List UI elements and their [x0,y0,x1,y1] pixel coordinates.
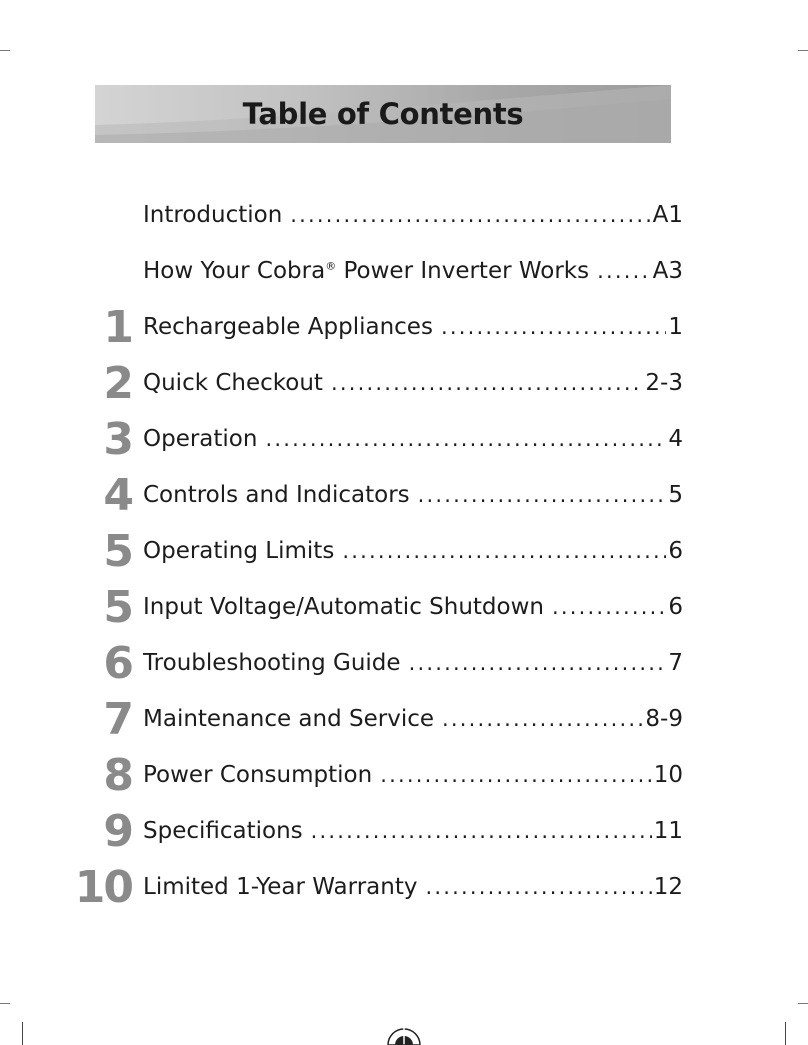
registered-trademark-mark: ® [325,259,337,273]
entry-label-text: Limited 1-Year Warranty [143,874,418,900]
entry-line [143,818,683,844]
chapter-number: 8 [103,750,132,801]
dot-leader [441,315,666,339]
dot-leader [442,707,643,731]
page-number: 11 [653,818,683,844]
entry-label-text: Input Voltage/Automatic Shutdown [143,594,544,620]
page-number: 1 [668,314,683,340]
entry-label-text: Operating Limits [143,538,335,564]
entry-line [143,202,683,228]
toc-entry[interactable] [0,202,808,258]
dot-leader [380,763,652,787]
crop-mark-top-right [798,50,808,51]
dot-leader [290,203,650,227]
chapter-number: 6 [103,638,132,689]
page-title: Table of Contents [242,97,524,131]
dot-leader [552,595,666,619]
page-number: 6 [668,594,683,620]
page-number: 6 [668,538,683,564]
page-number: 7 [668,650,683,676]
dot-leader [597,259,651,283]
crop-mark-vertical-right [785,1022,786,1045]
entry-label [143,482,410,508]
chapter-number: 10 [74,862,132,913]
crop-mark-bottom-right [798,1003,808,1004]
crop-mark-top-left [0,50,10,51]
entry-label [143,594,544,620]
entry-label [143,314,433,340]
chapter-number: 2 [103,358,132,409]
entry-label-text: How Your Cobra [143,258,326,284]
entry-line [143,874,683,900]
entry-line [143,258,683,284]
chapter-number: 4 [103,470,132,521]
dot-leader [409,651,667,675]
entry-label-suffix: Power Inverter Works [336,258,590,284]
entry-line [143,762,683,788]
dot-leader [342,539,666,563]
chapter-number: 1 [103,302,132,353]
entry-line [143,538,683,564]
chapter-number: 7 [103,694,132,745]
entry-line [143,706,683,732]
entry-label-text: Operation [143,426,258,452]
chapter-number: 5 [103,582,132,633]
crop-mark-vertical-left [22,1022,23,1045]
entry-label-text: Specifications [143,818,303,844]
entry-line [143,426,683,452]
entry-label [143,426,257,452]
page-number: 12 [653,874,683,900]
entry-label [143,370,323,396]
entry-label [143,818,303,844]
entry-label [143,202,282,228]
toc-header-banner [95,85,671,143]
chapter-number: 9 [103,806,132,857]
entry-label-text: Rechargeable Appliances [143,314,433,340]
toc-entry[interactable] [0,862,808,930]
page-number: 8-9 [645,706,683,732]
entry-label-text: Introduction [143,202,283,228]
page-number: 5 [668,482,683,508]
entry-label-text: Controls and Indicators [143,482,410,508]
page-number: 2-3 [645,370,683,396]
entry-label [143,762,372,788]
dot-leader [311,819,652,843]
entry-label [143,706,434,732]
entry-line [143,314,683,340]
page-number: A1 [652,202,683,228]
dot-leader [331,371,643,395]
entry-label [143,874,417,900]
dot-leader [425,875,651,899]
chapter-number: 3 [103,414,132,465]
chapter-number: 5 [103,526,132,577]
entry-label-text: Troubleshooting Guide [143,650,401,676]
page-number: 10 [653,762,683,788]
entry-line [143,650,683,676]
entry-label-text: Quick Checkout [143,370,323,396]
entry-label-text: Maintenance and Service [143,706,435,732]
entry-label [143,650,401,676]
dot-leader [265,427,666,451]
entry-line [143,370,683,396]
page-number: 4 [668,426,683,452]
entry-label [143,538,334,564]
entry-line [143,482,683,508]
crop-mark-bottom-left [0,1003,10,1004]
page-number: A3 [652,258,683,284]
entry-line [143,594,683,620]
dot-leader [418,483,667,507]
entry-label-text: Power Consumption [143,762,373,788]
registration-mark-icon [386,1028,422,1045]
entry-label [143,258,589,284]
